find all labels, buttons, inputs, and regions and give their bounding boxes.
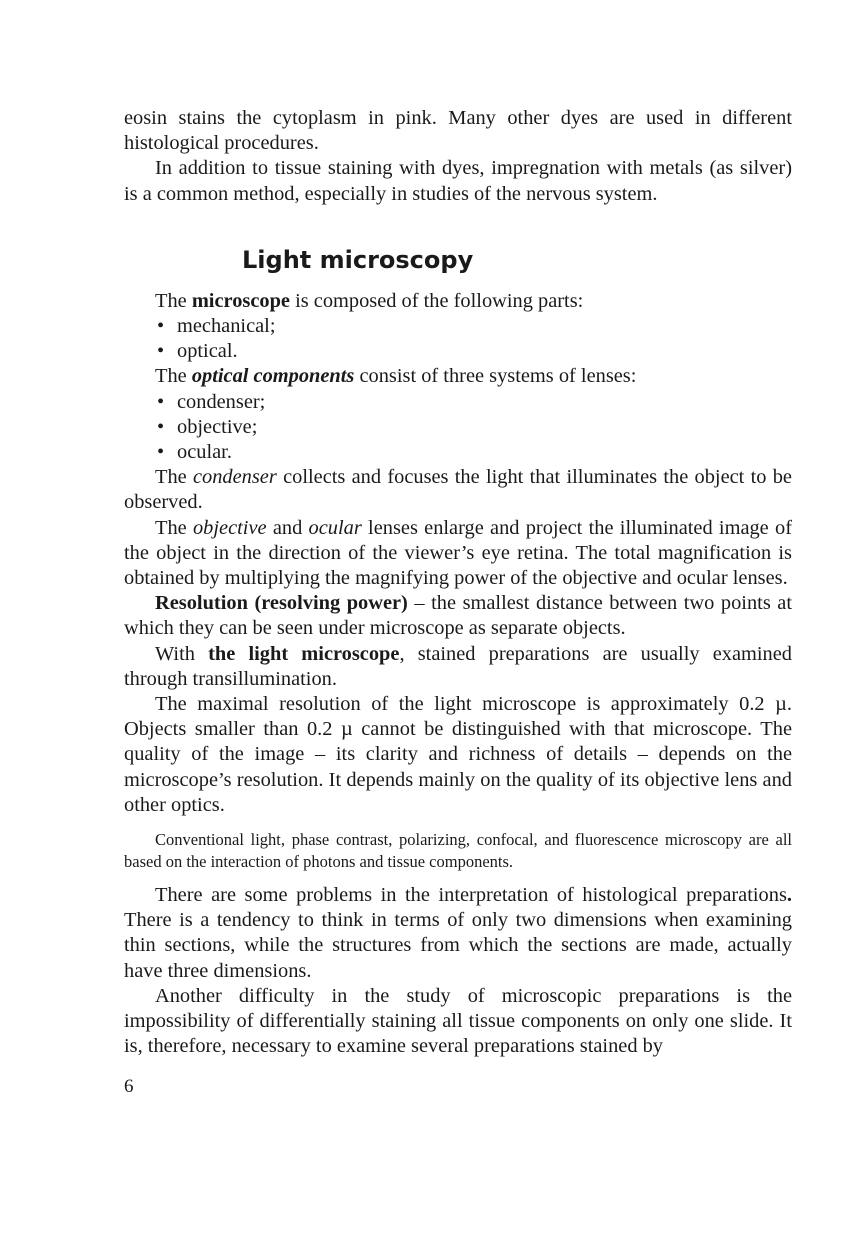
paragraph-difficulty: Another difficulty in the study of microscopic preparations is the impossibility of differentially staining all tissue components on only one slide. It is, therefore, necessary to examine several preparations stained by xyxy=(124,984,792,1058)
paragraph-problems xyxy=(124,883,792,984)
list-item: • ocular. xyxy=(155,440,792,465)
microscope-parts-list xyxy=(124,314,792,364)
paragraph-optical xyxy=(124,364,792,389)
text: – the smallest distance between two points at which they can be seen under microscope as separate objects. xyxy=(124,592,793,640)
list-item: • condenser; xyxy=(155,390,792,415)
text: The xyxy=(155,289,192,312)
term-ocular: ocular xyxy=(308,516,362,539)
paragraph-resolution xyxy=(124,591,792,641)
page-number: 6 xyxy=(124,1075,134,1097)
paragraph-light-microscope xyxy=(124,642,792,692)
term-condenser: condenser xyxy=(192,466,277,489)
term-optical xyxy=(192,365,355,387)
text: The xyxy=(155,365,192,388)
text: The xyxy=(155,466,193,489)
paragraph-condenser xyxy=(124,465,792,515)
paragraph-microscope xyxy=(124,289,792,314)
document-page xyxy=(124,106,792,1099)
paragraph-impregnation: In addition to tissue staining with dyes, impregnation with metals (as silver) is a common method, especially in studies of the nervous system. xyxy=(124,157,792,205)
paragraph-maximal-resolution: The maximal resolution of the light microscope is approximately 0.2 µ. Objects smaller than 0.2 µ cannot be distinguished with that microscope. The quality of the image – its clarity and richness of details – depends on the microscope’s resolution. It depends mainly on the quality of its objective lens and other optics. xyxy=(124,693,792,816)
text: lenses enlarge and project the illuminated image of the object in the direction of the viewer’s eye retina. The total magnification is obtained by multiplying the magnifying power of the objective and ocular lenses. xyxy=(124,516,792,590)
term-light-microscope: the light microscope xyxy=(208,642,400,665)
term-optical-italic: optical components xyxy=(191,365,355,388)
term-microscope: microscope xyxy=(191,289,290,312)
text: There are some problems in the interpretation of histological preparations xyxy=(155,884,787,907)
paragraph-eosin: eosin stains the cytoplasm in pink. Many other dyes are used in different histological procedures. xyxy=(124,107,792,155)
section-heading: Light microscopy xyxy=(242,245,474,274)
term-objective: objective xyxy=(192,516,267,539)
list-item: • objective; xyxy=(155,415,792,440)
note-paragraph: Conventional light, phase contrast, polarizing, confocal, and fluorescence microscopy are all based on the interaction of photons and tissue components. xyxy=(124,830,792,872)
text: The xyxy=(155,516,193,539)
text: There is a tendency to think in terms of only two dimensions when examining thin sections, while the structures from which the sections are made, actually have three dimensions. xyxy=(124,909,792,982)
term-resolution: Resolution (resolving power) xyxy=(155,592,408,615)
text: and xyxy=(266,516,309,539)
text: consist of three systems of lenses: xyxy=(354,365,637,388)
bold-period: . xyxy=(786,884,792,907)
text: collects and focuses the light that illuminates the object to be observed. xyxy=(124,466,792,514)
paragraph-objective xyxy=(124,516,792,592)
list-item: • mechanical; xyxy=(155,314,792,339)
text: With xyxy=(155,642,209,665)
lenses-list xyxy=(124,390,792,466)
list-item: • optical. xyxy=(155,339,792,364)
text: , stained preparations are usually examined through transillumination. xyxy=(124,642,792,690)
text: is composed of the following parts: xyxy=(289,289,584,312)
